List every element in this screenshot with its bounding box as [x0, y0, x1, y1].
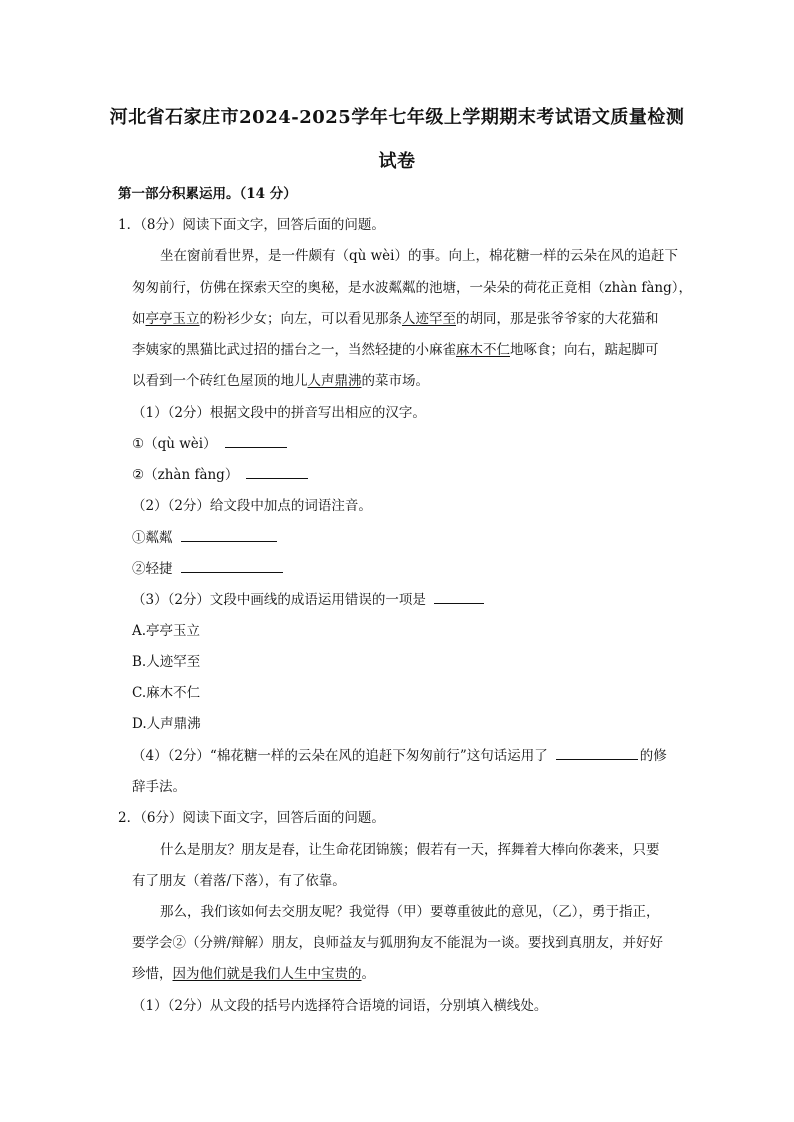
q1-sub-4 [132, 747, 667, 765]
q2-sub-1: （1）（2分）从文段的括号内选择符合语境的词语，分别填入横线处。 [132, 998, 548, 1014]
section-heading: 第一部分积累运用。（14 分） [118, 186, 297, 202]
q1-sub-2-item-b [132, 560, 283, 578]
answer-blank[interactable] [434, 591, 484, 604]
option-b[interactable]: B.人迹罕至 [132, 654, 201, 670]
option-d[interactable]: D.人声鼎沸 [132, 716, 201, 732]
passage-text: 的菜市场。 [361, 373, 429, 389]
exam-title-line1: 河北省石家庄市2024-2025学年七年级上学期期末考试语文质量检测 [109, 107, 685, 128]
underlined-idiom-2: 人迹罕至 [402, 311, 456, 327]
passage-text: 以看到一个砖红色屋顶的地儿 [132, 373, 308, 389]
exam-title-line2: 试卷 [378, 151, 416, 172]
question-text: （3）（2分）文段中画线的成语运用错误的一项是 [132, 592, 426, 608]
option-a[interactable]: A.亭亭玉立 [132, 623, 201, 639]
passage-text: 的胡同，那是张爷爷家的大花猫和 [456, 311, 659, 327]
passage-text: 珍惜， [132, 966, 173, 982]
q1-sub-4-continued: 辞手法。 [132, 779, 186, 795]
q2-passage-line-4: 要学会②（分辨/辩解）朋友，良师益友与狐朋狗友不能混为一谈。要找到真朋友，并好好 [132, 935, 664, 951]
answer-blank[interactable] [181, 529, 277, 542]
word-label: ②轻捷 [132, 561, 173, 577]
q1-passage-line-1: 坐在窗前看世界，是一件颇有（qù wèi）的事。向上，棉花糖一样的云朵在风的追赶下 [160, 248, 678, 264]
q2-passage-line-2: 有了朋友（着落/下落），有了依靠。 [132, 873, 346, 889]
q1-passage-line-4 [132, 341, 659, 359]
underlined-idiom-1: 亭亭玉立 [145, 311, 200, 327]
question-2-stem: 2．（6分）阅读下面文字，回答后面的问题。 [118, 810, 385, 826]
passage-text: 李姨家的黑猫比武过招的擂台之一，当然轻捷的小麻雀 [132, 342, 456, 358]
question-text: （4）（2分）“棉花糖一样的云朵在风的追赶下匆匆前行”这句话运用了 [132, 748, 548, 764]
question-1-stem: 1．（8分）阅读下面文字，回答后面的问题。 [118, 217, 385, 233]
pinyin-label: ①（qù wèi） [132, 436, 217, 452]
answer-blank[interactable] [246, 466, 308, 479]
answer-blank[interactable] [556, 747, 638, 760]
passage-text: 如 [132, 311, 146, 327]
underlined-idiom-3: 麻木不仁 [456, 342, 510, 358]
q1-sub-1-item-a [132, 435, 287, 453]
q1-sub-2-item-a [132, 529, 277, 547]
q1-passage-line-3 [132, 310, 659, 328]
underlined-idiom-4: 人声鼎沸 [307, 373, 362, 389]
q1-sub-3 [132, 591, 484, 609]
q2-passage-line-3: 那么，我们该如何去交朋友呢？我觉得（甲）要尊重彼此的意见，（乙），勇于指正， [160, 904, 660, 920]
answer-blank[interactable] [181, 560, 283, 573]
option-c[interactable]: C.麻木不仁 [132, 685, 201, 701]
passage-text: 的粉衫少女；向左，可以看见那条 [199, 311, 402, 327]
passage-text: 地啄食；向右，踮起脚可 [510, 342, 659, 358]
q1-sub-1-item-b [132, 466, 308, 484]
q2-passage-line-1: 什么是朋友？朋友是春，让生命花团锦簇；假若有一天，挥舞着大棒向你袭来，只要 [160, 842, 660, 858]
q1-sub-2: （2）（2分）给文段中加点的词语注音。 [132, 498, 372, 514]
question-text: 的修 [639, 748, 667, 764]
underlined-sentence: 因为他们就是我们人生中宝贵的 [172, 966, 362, 982]
q2-passage-line-5 [132, 965, 375, 983]
answer-blank[interactable] [225, 435, 287, 448]
pinyin-label: ②（zhàn fàng） [132, 467, 239, 483]
q1-passage-line-2: 匆匆前行，仿佛在探索天空的奥秘，是水波粼粼的池塘，一朵朵的荷花正竟相（zhàn fàng）， [132, 280, 692, 296]
q1-sub-1: （1）（2分）根据文段中的拼音写出相应的汉字。 [132, 405, 426, 421]
q1-passage-line-5 [132, 372, 429, 390]
passage-text: 。 [361, 966, 375, 982]
word-label: ①粼粼 [132, 530, 173, 546]
